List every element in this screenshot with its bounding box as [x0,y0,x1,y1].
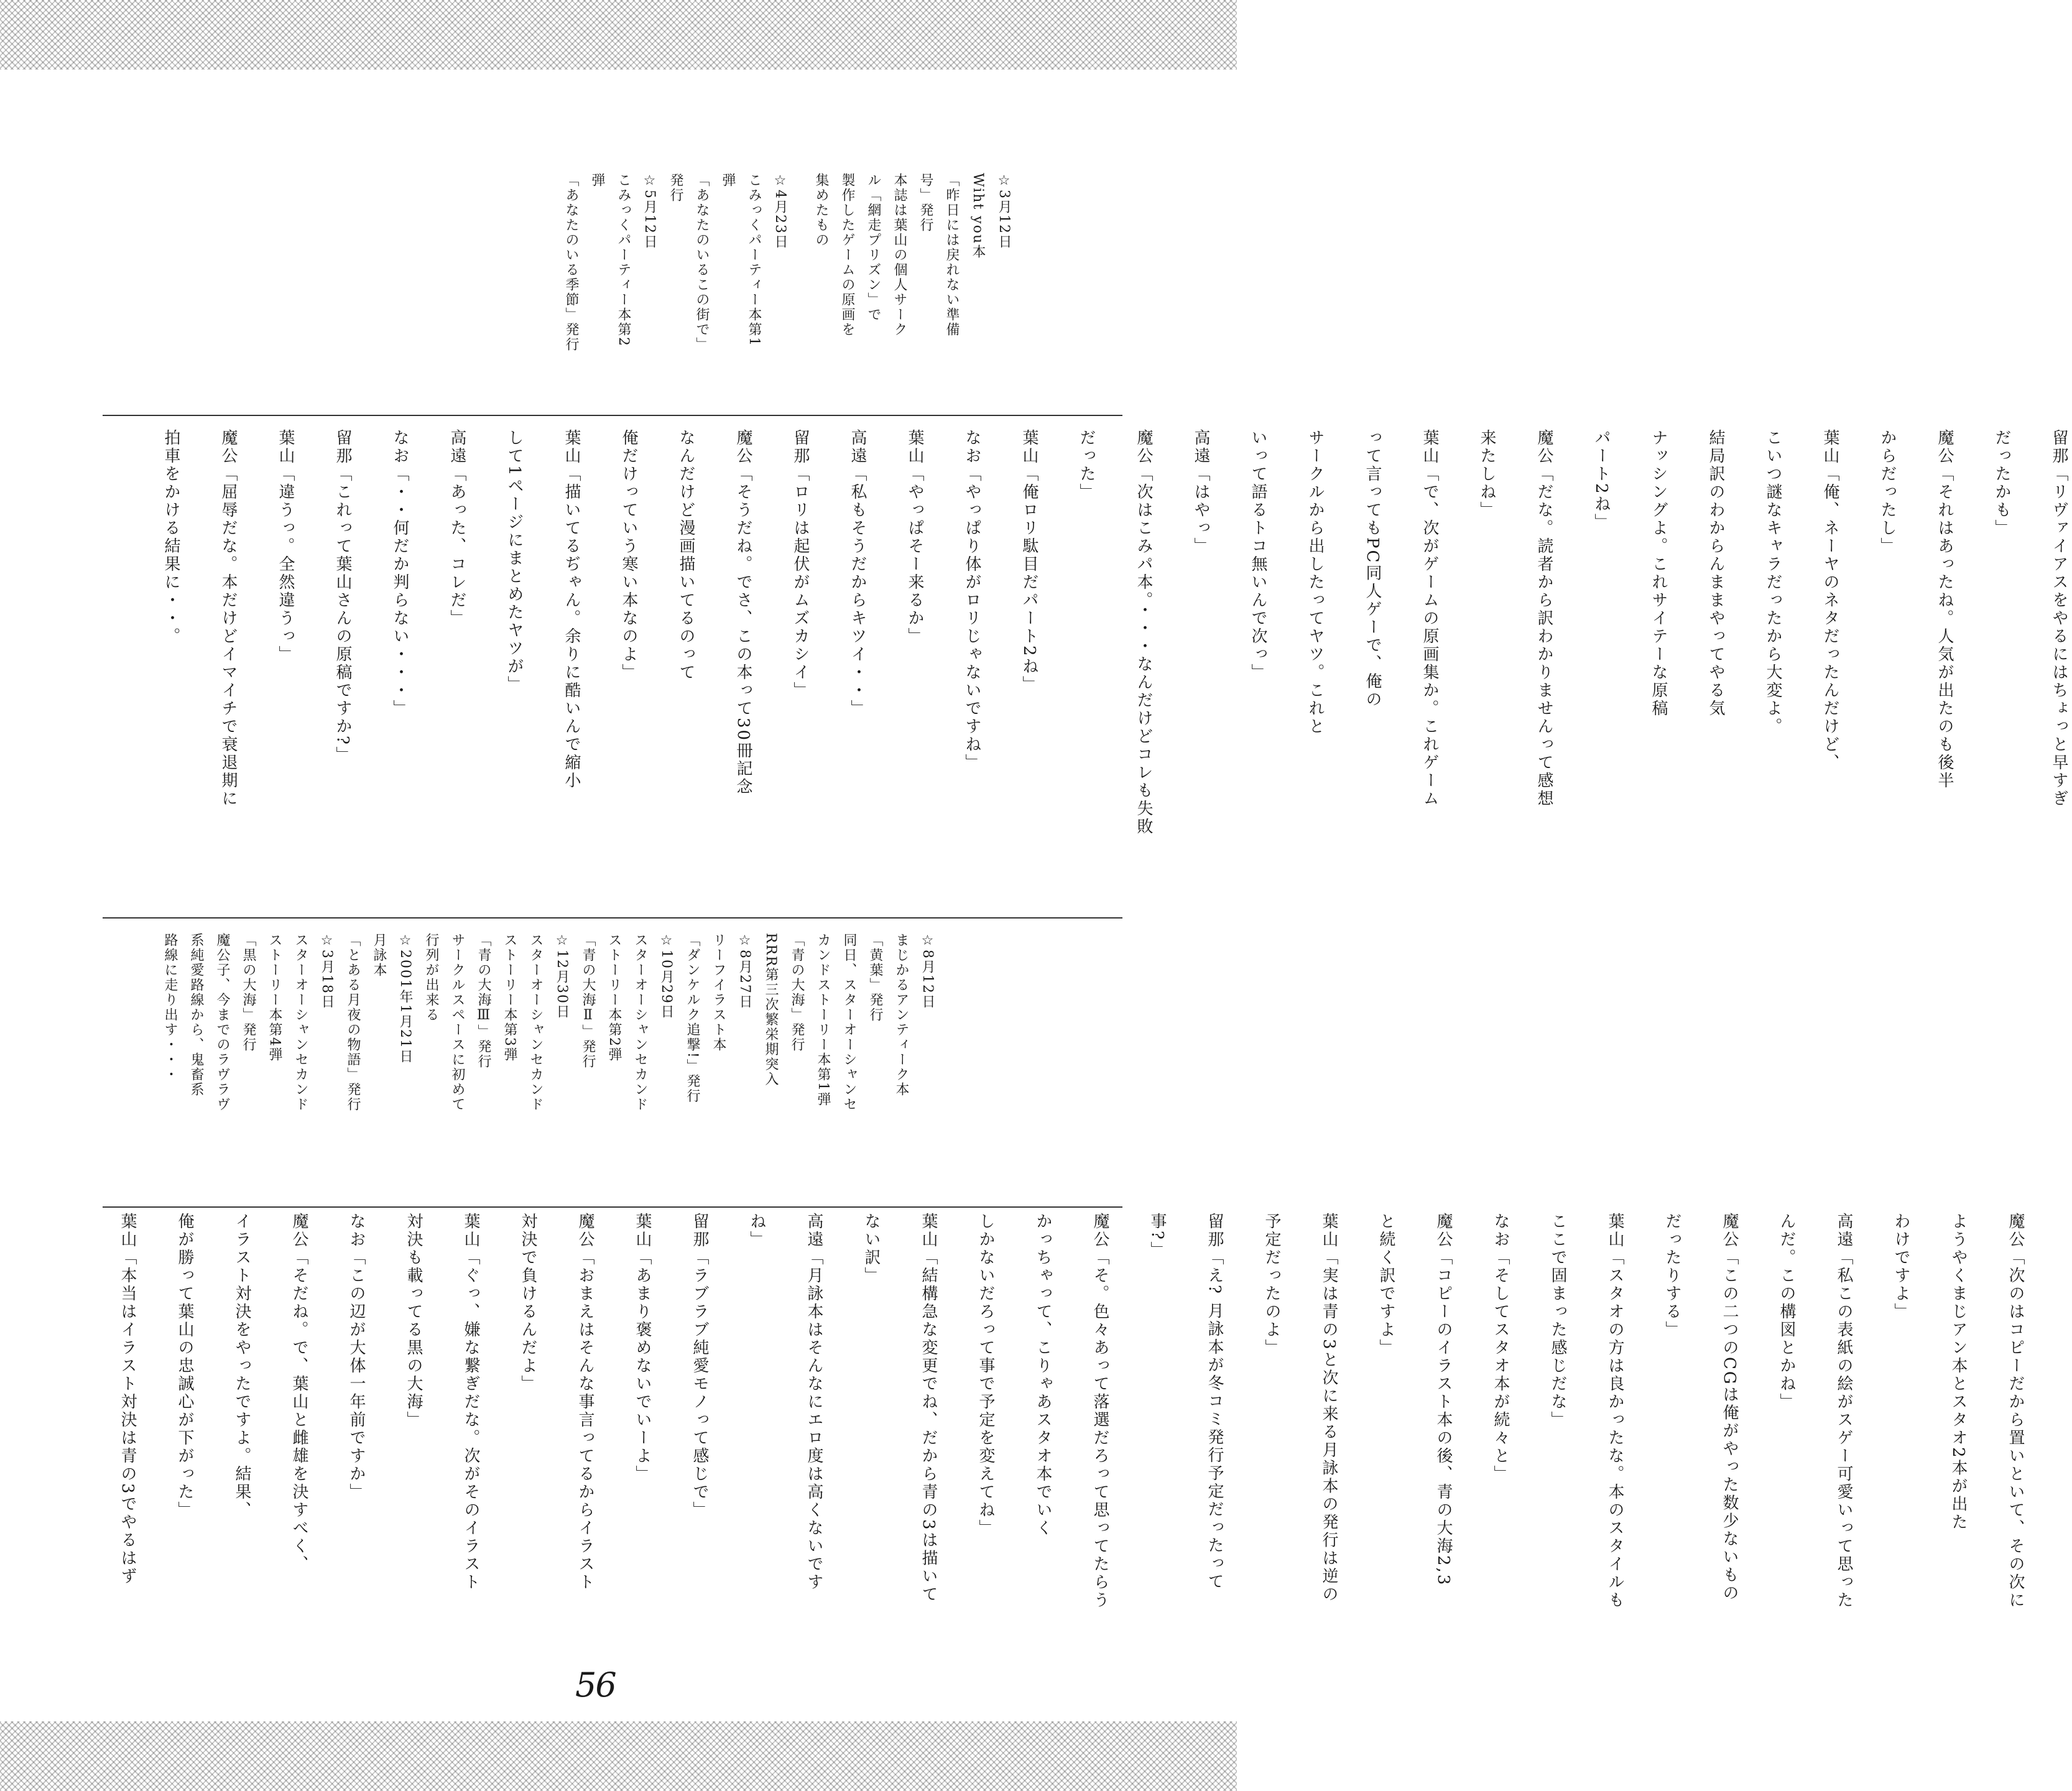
bottom-pattern-band [0,1721,1237,1791]
dialogue-line [1046,429,1099,501]
dialogue-line [1961,429,2015,537]
dialogue-line [1332,429,1385,708]
dialogue-line [1460,1213,1514,1483]
dialogue-line [1675,429,1729,718]
dialogue-line [1632,1213,1685,1339]
event-line: ☆8月12日 [920,933,935,1009]
speaker-name: 魔公 [1434,1213,1453,1249]
dialogue-text: 「そだね。で、葉山と雌雄を決すべく、 [290,1249,308,1573]
dialogue-line [144,1213,198,1519]
speaker-name: 高遠 [848,429,867,465]
event-line: 号」発行 [918,173,933,233]
speaker-name: 魔公 [1935,429,1954,465]
event-line: リーフイラスト本 [711,933,726,1052]
dialogue-line [774,1213,827,1591]
dialogue-text: 「ラブラブ純愛モノって感じで」 [690,1249,709,1519]
dialogue-text: 「描いてるぢゃん。余りに酷いんで縮小 [562,465,581,790]
dialogue-line [1174,1213,1228,1591]
dialogue-line [1060,1213,1113,1609]
speaker-name: 葉山 [1420,429,1439,465]
dialogue-line [259,1213,312,1573]
event-line: こみっくパーティー本第2 [616,173,631,347]
dialogue-text: ナッシングよ。これサイテーな原稿 [1649,429,1668,718]
dialogue-line [1975,1213,2028,1609]
event-notes-2 [159,933,938,1112]
event-line: 「青の大海Ⅲ」発行 [476,933,491,1069]
event-line: 本誌は葉山の個人サーク [892,173,907,337]
dialogue-text: 「やっぱり体がロリじゃないですね」 [963,465,981,772]
dialogue-line [1575,1213,1628,1609]
dialogue-text: サークルから出したってヤツ。これと [1306,429,1325,736]
speaker-name: 魔公 [1720,1213,1739,1249]
speaker-name: 高遠 [805,1213,823,1249]
speaker-name: 留那 [1205,1213,1224,1249]
dialogue-line [373,1213,427,1429]
dialogue-line [488,1213,541,1393]
dialogue-text: 「そしてスタオ本が続々と」 [1491,1249,1510,1483]
dialogue-text: わけですよ」 [1892,1213,1910,1321]
dialogue-text: ここで固まった感じだな」 [1548,1213,1567,1429]
event-line: ☆12月30日 [554,933,570,1019]
dialogue-text: 結局訳のわからんままやってやる気 [1706,429,1725,718]
event-line: カンドストーリー本第1弾 [815,933,831,1107]
dialogue-text: 「ロリは起伏がムズカシイ」 [791,465,810,700]
dialogue-line [188,429,241,808]
speaker-name: 葉山 [118,1213,137,1249]
dialogue-text: 「はやっ」 [1191,465,1210,555]
dialogue-text: 「おまえはそんな事言ってるからイラスト [576,1249,594,1591]
dialogue-text: 「スタオの方は良かったな。本のスタイルも [1606,1249,1624,1609]
dialogue-text: 「そうだね。でさ、この本って30冊記念 [734,465,752,797]
speaker-name: 葉山 [1606,1213,1624,1249]
speaker-name: 留那 [791,429,810,465]
event-line: 「あなたのいるこの街で」 [694,173,710,352]
dialogue-text: 「・・何だか判らない・・・」 [391,465,409,718]
speaker-name: 高遠 [448,429,466,465]
dialogue-line [201,1213,255,1519]
dialogue-text: 「私この表紙の絵がスゲー可愛いって思った [1834,1249,1853,1609]
dialogue-text: 「で、次がゲームの原画集か。これゲーム [1420,465,1439,808]
page-number: 56 [575,1665,616,1705]
dialogue-line [302,429,356,764]
dialogue-line [1618,429,1672,718]
dialogue-text: 「あまり褒めないでいーよ」 [633,1249,652,1483]
speaker-name: 魔公 [1091,1213,1109,1249]
dialogue-text: 俺だけっていう寒い本なのよ」 [619,429,638,682]
speaker-name: 魔公 [290,1213,308,1249]
dialogue-line [760,429,813,700]
dialogue-line [474,429,527,694]
dialogue-text: って言ってもPC同人ゲーで、俺の [1363,429,1382,709]
dialogue-line [1517,1213,1571,1429]
dialogue-line [1561,429,1614,532]
event-line: ☆8月27日 [737,933,752,1009]
dialogue-line [659,1213,713,1519]
speaker-name: 葉山 [1020,429,1038,465]
dialogue-line [1918,1213,1971,1532]
divider-rule-3 [103,1206,1122,1208]
dialogue-line [1002,1213,1056,1537]
event-line: 魔公子、今までのラヴラヴ [215,933,230,1112]
dialogue-text: パート2ね」 [1592,429,1611,532]
dialogue-line [1389,429,1443,808]
dialogue-text: だった」 [1077,429,1096,501]
dialogue-line [1218,429,1271,682]
dialogue-line [1847,429,1900,555]
dialogue-text: こいつ謎なキャラだったから大変よ。 [1764,429,1782,736]
event-line: ☆3月12日 [996,173,1012,249]
dialogue-text: 「私もそうだからキツイ・・」 [848,465,867,718]
divider-rule-2 [103,917,1122,919]
dialogue-line [1446,429,1500,519]
dialogue-line [588,429,642,682]
event-line: 月詠本 [371,933,387,978]
dialogue-line [945,1213,999,1537]
dialogue-text: 「違うっ。全然違うっ」 [276,465,295,664]
speaker-name: 高遠 [1834,1213,1853,1249]
dialogue-line [1275,429,1328,736]
dialogue-text: 「結構急な変更でね、だから青の3は描いて [919,1249,938,1604]
speaker-name: 留那 [2050,429,2068,465]
event-line: 「青の大海」発行 [789,933,805,1052]
dialogue-line [1231,1213,1285,1357]
event-line: 「とある月夜の物語」発行 [345,933,361,1112]
speaker-name: 葉山 [562,429,581,465]
dialogue-line [545,1213,598,1591]
dialogue-line [430,1213,484,1591]
dialogue-text: と続く訳ですよ」 [1377,1213,1395,1357]
dialogue-line [831,1213,884,1285]
dialogue-line [645,429,699,682]
event-line: スターオーシャンセカンド [293,933,308,1112]
event-line: 集めたもの [813,173,829,248]
dialogue-text: 「実は青の3と次に来る月詠本の発行は逆の [1320,1249,1338,1604]
speaker-name: なお [391,429,409,465]
speaker-name: 魔公 [576,1213,594,1249]
dialogue-text: 予定だったのよ」 [1262,1213,1281,1357]
dialogue-text: 「そ。色々あって落選だろって思ってたらう [1091,1249,1109,1609]
speaker-name: 魔公 [1535,429,1553,465]
speaker-name: 葉山 [276,429,295,465]
dialogue-line [1288,1213,1342,1604]
dialogue-text: 俺が勝って葉山の忠誠心が下がった」 [175,1213,194,1519]
event-line: ストーリー本第4弾 [267,933,282,1062]
dialogue-text: 「俺ロリ駄目だパート2ね」 [1020,465,1038,694]
dialogue-text: だったりする」 [1663,1213,1681,1339]
event-line: 「黄葉」発行 [867,933,883,1022]
event-line: ル「網走プリズン」で [866,173,881,322]
dialogue-text: 「次はこみパ本。・・・なんだけどコレも失敗 [1134,465,1153,836]
speaker-name: 葉山 [461,1213,480,1249]
speaker-name: 高遠 [1191,429,1210,465]
event-line: 製作したゲームの原画を [839,173,855,337]
dialogue-text: イラスト対決をやったですよ。結果、 [233,1213,251,1519]
dialogue-line [1803,1213,1857,1609]
dialogue-line [1790,429,1843,772]
dialogue-text: 事?」 [1148,1213,1167,1259]
dialogue-text: しかないだろって事で予定を変えてね」 [976,1213,995,1537]
dialogue-text: 「え? 月詠本が冬コミ発行予定だったって [1205,1249,1224,1591]
dialogue-text: 「あった、コレだ」 [448,465,466,627]
dialogue-text: かっちゃって、こりゃあスタオ本でいく [1034,1213,1052,1537]
dialogue-line [1746,1213,1800,1411]
speaker-name: 葉山 [633,1213,652,1249]
event-line: ストーリー本第2弾 [606,933,622,1062]
speaker-name: なお [963,429,981,465]
event-line: ☆5月12日 [642,173,657,249]
dialogue-text: ようやくまじアン本とスタオ2本が出た [1949,1213,1968,1532]
speaker-name: 留那 [690,1213,709,1249]
dialogue-text: 「これって葉山さんの原稿ですか?」 [333,465,352,764]
dialogue-line [716,1213,770,1249]
event-line: ストーリー本第3弾 [502,933,517,1062]
dialogue-line [531,429,585,790]
dialogue-text: 「リヴァイアスをやるにはちょっと早すぎ [2050,465,2068,808]
event-line: 「黒の大海」発行 [241,933,256,1052]
event-line: 同日、スターオーシャンセ [841,933,857,1112]
dialogue-line [1403,1213,1456,1586]
speaker-name: 葉山 [919,1213,938,1249]
dialogue-text: なんだけど漫画描いてるのって [677,429,695,682]
dialogue-text: 対決も載ってる黒の大海」 [404,1213,423,1429]
dialogue-line [888,1213,941,1604]
dialogue-text: 「この辺が大体一年前ですか」 [347,1249,366,1501]
dialogue-line [602,1213,655,1483]
event-line: 行列が出来る [423,933,439,1022]
dialogue-text: して1ページにまとめたヤツが」 [505,429,524,694]
event-line: ☆2001年1月21日 [397,933,413,1064]
dialogue-line [1504,429,1557,808]
event-line: RRR第三次繁栄期突入 [763,933,779,1087]
dialogue-line [1689,1213,1742,1603]
dialogue-text: 「やっぱそー来るか」 [905,465,924,646]
event-line: ☆3月18日 [319,933,335,1009]
dialogue-text: ない訳」 [862,1213,881,1285]
dialogue-line [932,429,985,772]
event-line: まじかるアンティーク本 [894,933,909,1097]
dialogue-line [417,429,470,627]
event-line: 弾 [720,173,736,188]
dialogue-line [1861,1213,1914,1321]
speaker-name: 魔公 [1134,429,1153,465]
speaker-name: 魔公 [734,429,752,465]
dialogue-text: 来たしね」 [1478,429,1496,519]
event-line: 「昨日には戻れない準備 [944,173,960,337]
dialogue-line [703,429,756,796]
event-line: 「あなたのいる季節」発行 [563,173,579,352]
dialogue-text: 「俺、ネーヤのネタだったんだけど、 [1821,465,1839,772]
dialogue-line [1117,1213,1170,1259]
event-line: ☆10月29日 [659,933,674,1019]
dialogue-text: 「だな。読者から訳わかりませんって感想 [1535,465,1553,808]
dialogue-line [2019,429,2072,808]
top-pattern-band [0,0,1237,70]
event-line: スターオーシャンセカンド [528,933,543,1112]
dialogue-block-1 [131,429,2072,836]
dialogue-line [131,429,184,646]
dialogue-text: 「屈辱だな。本だけどイマイチで衰退期に [219,465,238,808]
event-line: サークルスペースに初めて [450,933,465,1112]
dialogue-line [1103,429,1157,836]
dialogue-text: だったかも」 [1992,429,2011,537]
event-line: 発行 [668,173,683,203]
dialogue-line [817,429,871,718]
speaker-name: 葉山 [1320,1213,1338,1249]
speaker-name: 葉山 [1821,429,1839,465]
dialogue-line [1732,429,1786,736]
event-notes-1 [560,173,1015,352]
dialogue-text: 「この二つのCGは俺がやった数少ないもの [1720,1249,1739,1603]
dialogue-text: いって語るトコ無いんで次っ」 [1249,429,1267,682]
dialogue-line [316,1213,369,1501]
dialogue-line [874,429,928,646]
dialogue-line [87,1213,141,1586]
dialogue-text: 「コピーのイラスト本の後、青の大海2,3 [1434,1249,1453,1587]
dialogue-text: 「本当はイラスト対決は青の3でやるはず [118,1249,137,1586]
speaker-name: 留那 [333,429,352,465]
speaker-name: なお [347,1213,366,1249]
speaker-name: 葉山 [905,429,924,465]
speaker-name: 魔公 [2006,1213,2025,1249]
event-line: Wiht you本 [970,173,986,260]
dialogue-line [989,429,1042,694]
event-line: 路線に走り出す・・・ [162,933,178,1082]
dialogue-line [1904,429,1958,790]
dialogue-text: 対決で負けるんだよ」 [519,1213,537,1393]
divider-rule-1 [103,415,1122,416]
event-line: 「ダンケルク追撃!」発行 [685,933,700,1104]
event-line: こみっくパーティー本第1 [746,173,762,347]
event-line: ☆4月23日 [772,173,788,249]
event-line: 系純愛路線から、鬼畜系 [188,933,204,1097]
dialogue-text: んだ。この構図とかね」 [1777,1213,1796,1411]
dialogue-line [1346,1213,1399,1357]
dialogue-text: 拍車をかける結果に・・。 [162,429,180,646]
speaker-name: なお [1491,1213,1510,1249]
dialogue-text: 「それはあったね。人気が出たのも後半 [1935,465,1954,790]
dialogue-block-2 [87,1213,2028,1609]
dialogue-text: からだったし」 [1878,429,1897,555]
event-line: 弾 [590,173,605,188]
dialogue-text: 「次のはコピーだから置いといて、その次に [2006,1249,2025,1609]
dialogue-line [1160,429,1214,555]
event-line: 「青の大海Ⅱ」発行 [580,933,596,1069]
speaker-name: 魔公 [219,429,238,465]
dialogue-text: ね」 [747,1213,766,1249]
dialogue-line [245,429,298,664]
event-line: スターオーシャンセカンド [632,933,648,1112]
dialogue-text: 「月詠本はそんなにエロ度は高くないです [805,1249,823,1591]
dialogue-text: 「ぐっ、嫌な繋ぎだな。次がそのイラスト [461,1249,480,1591]
dialogue-line [359,429,413,718]
